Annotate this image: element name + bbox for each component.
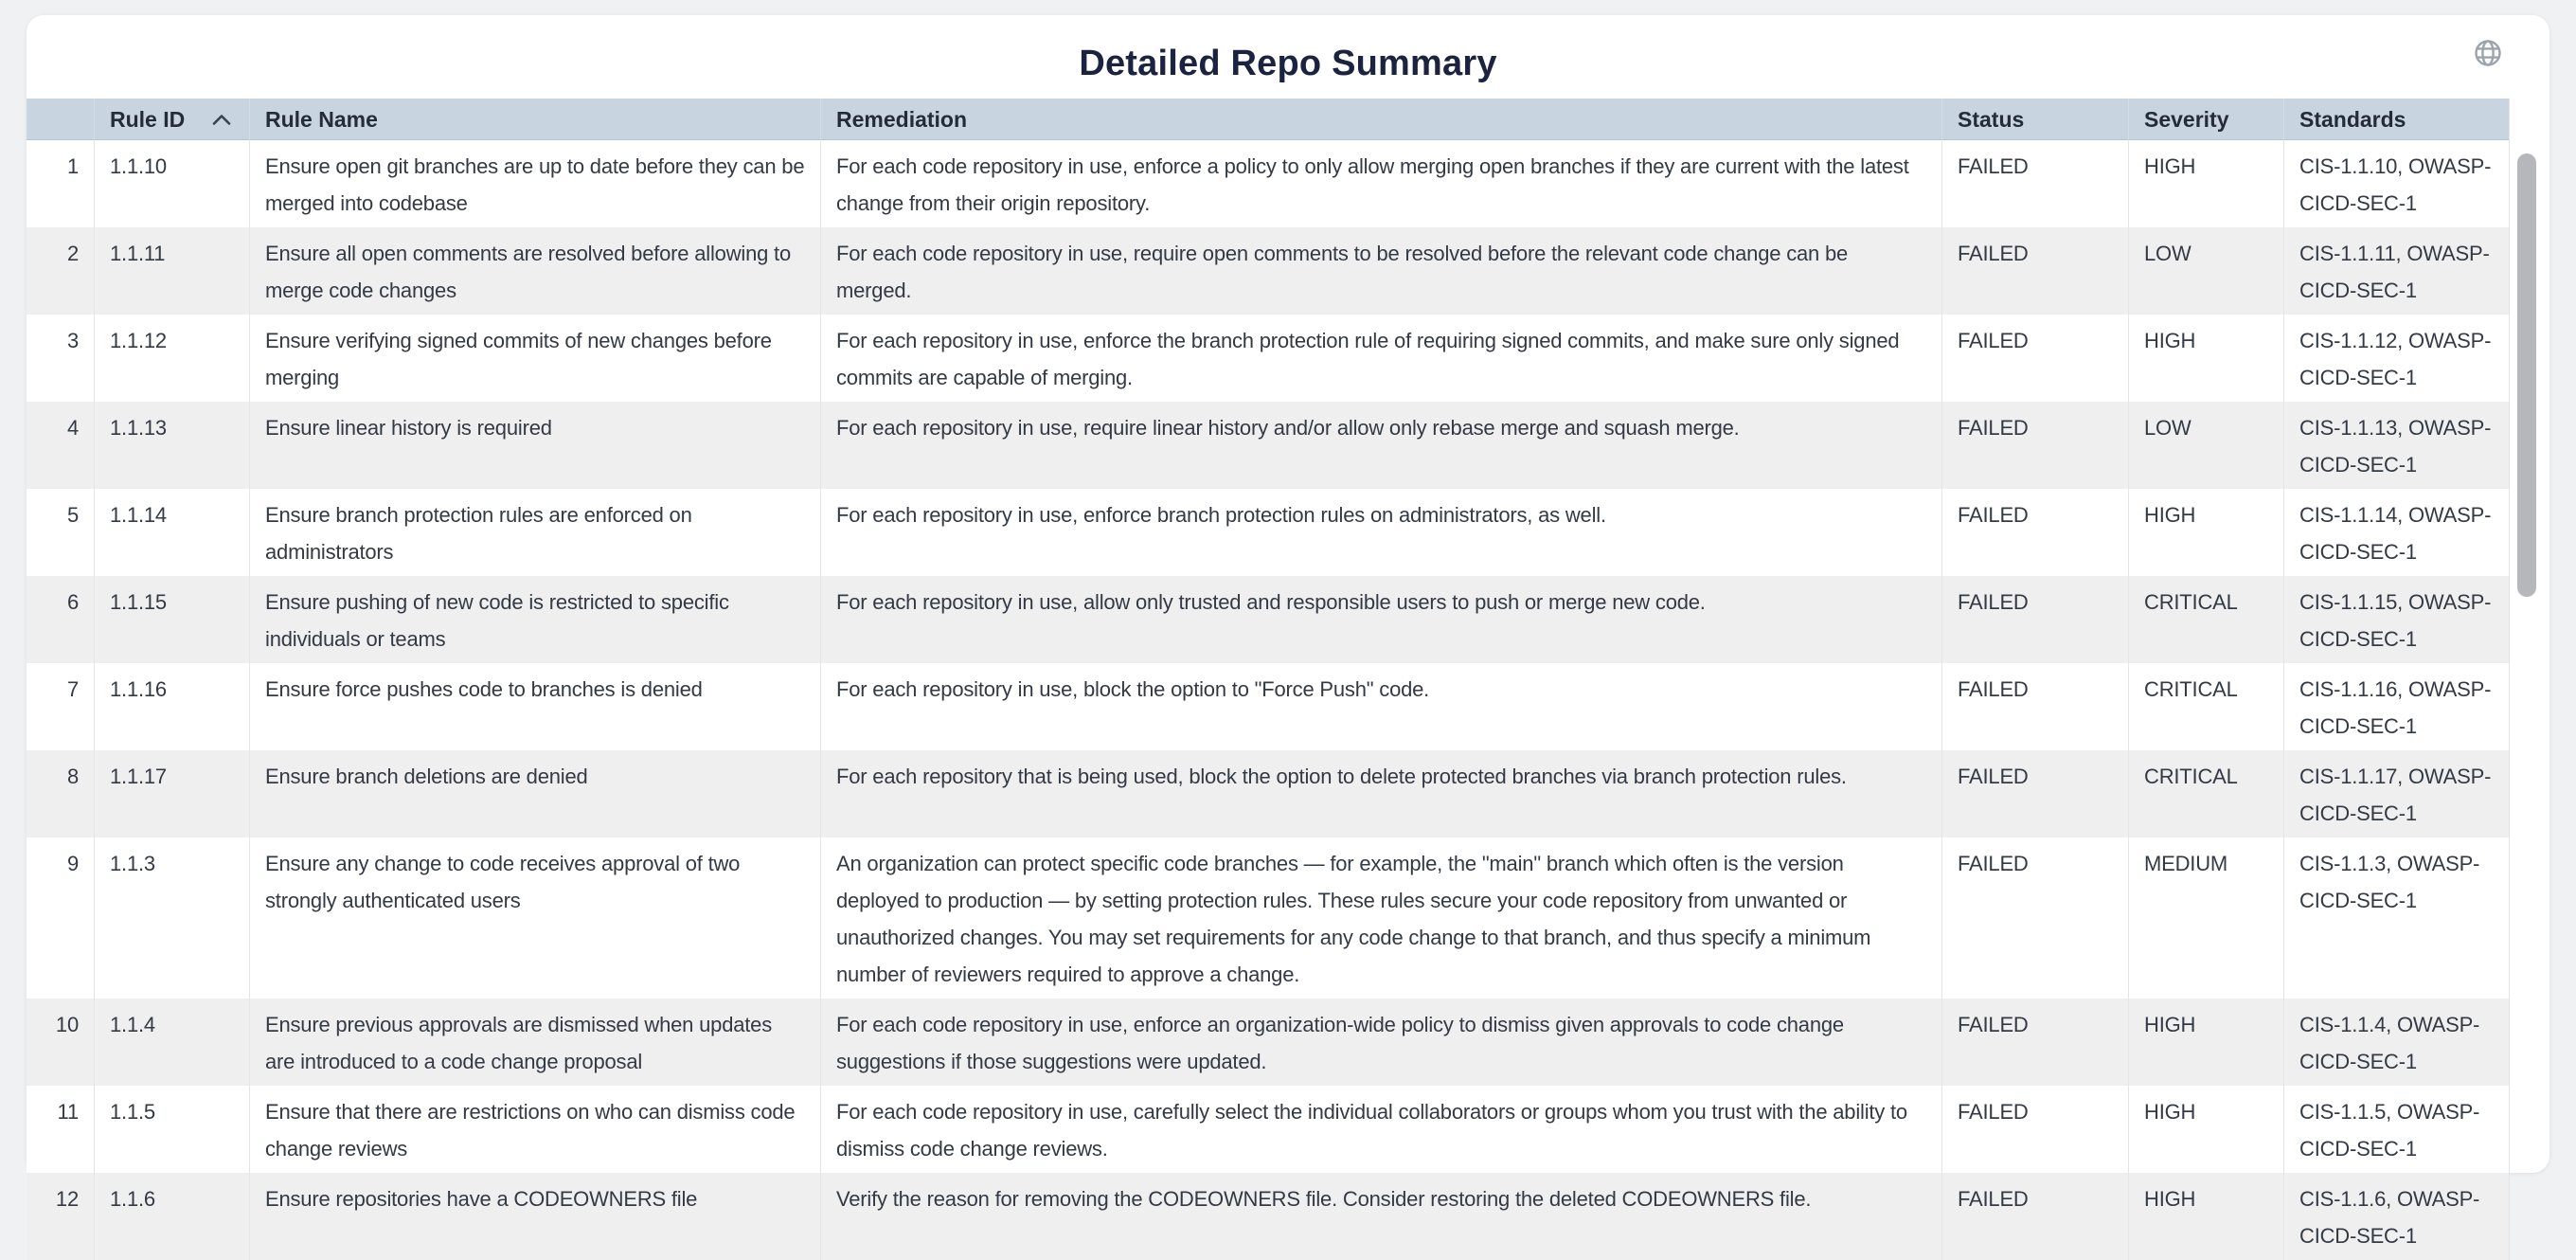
table-row: [27, 489, 2509, 576]
column-header-remediation[interactable]: Remediation: [820, 99, 1941, 140]
severity-cell: CRITICAL: [2128, 663, 2283, 750]
column-header-rule-name[interactable]: Rule Name: [249, 99, 820, 140]
remediation-cell: For each code repository in use, enforce a policy to only allow merging open branches if they are current with the latest change from their origin repository.: [820, 140, 1941, 227]
column-header-standards[interactable]: Standards: [2283, 99, 2509, 140]
remediation-cell: For each repository in use, enforce the branch protection rule of requiring signed commits, and make sure only signed commits are capable of merging.: [820, 315, 1941, 402]
standards-cell: CIS-1.1.17, OWASP-CICD-SEC-1: [2283, 750, 2509, 837]
standards-cell: CIS-1.1.6, OWASP-CICD-SEC-1: [2283, 1173, 2509, 1260]
standards-cell: CIS-1.1.5, OWASP-CICD-SEC-1: [2283, 1086, 2509, 1173]
remediation-cell: For each code repository in use, enforce an organization-wide policy to dismiss given approvals to code change suggestions if those suggestions were updated.: [820, 999, 1941, 1086]
detailed-repo-summary-table: [27, 99, 2510, 1260]
severity-cell: MEDIUM: [2128, 837, 2283, 999]
table-row: [27, 315, 2509, 402]
row-number-cell: 6: [66, 590, 79, 614]
rule-name-cell: Ensure pushing of new code is restricted to specific individuals or teams: [249, 576, 820, 663]
remediation-cell: For each repository in use, block the option to "Force Push" code.: [820, 663, 1941, 750]
row-number-cell: 11: [57, 1100, 79, 1124]
rule-name-cell: Ensure verifying signed commits of new changes before merging: [249, 315, 820, 402]
severity-cell: HIGH: [2128, 489, 2283, 576]
rule-name-cell: Ensure open git branches are up to date before they can be merged into codebase: [249, 140, 820, 227]
rule-name-cell: Ensure previous approvals are dismissed when updates are introduced to a code change proposal: [249, 999, 820, 1086]
rule-name-cell: Ensure force pushes code to branches is denied: [249, 663, 820, 750]
rule-name-cell: Ensure any change to code receives approval of two strongly authenticated users: [249, 837, 820, 999]
row-number-cell: 7: [66, 677, 79, 701]
rule-id-cell: 1.1.4: [94, 999, 249, 1086]
severity-cell: LOW: [2128, 402, 2283, 489]
remediation-cell: For each repository in use, require linear history and/or allow only rebase merge and squash merge.: [820, 402, 1941, 489]
status-cell: FAILED: [1941, 140, 2128, 227]
row-number-cell: 3: [66, 329, 79, 352]
table-row: [27, 140, 2509, 227]
rule-name-cell: Ensure repositories have a CODEOWNERS file: [249, 1173, 820, 1260]
status-cell: FAILED: [1941, 663, 2128, 750]
vertical-scrollbar-thumb[interactable]: [2517, 153, 2536, 597]
remediation-cell: For each code repository in use, carefully select the individual collaborators or groups whom you trust with the ability to dismiss code change reviews.: [820, 1086, 1941, 1173]
remediation-cell: For each repository that is being used, block the option to delete protected branches via branch protection rules.: [820, 750, 1941, 837]
severity-cell: LOW: [2128, 227, 2283, 315]
status-cell: FAILED: [1941, 1173, 2128, 1260]
rule-name-cell: Ensure all open comments are resolved before allowing to merge code changes: [249, 227, 820, 315]
rule-id-cell: 1.1.17: [94, 750, 249, 837]
remediation-cell: For each repository in use, allow only trusted and responsible users to push or merge new code.: [820, 576, 1941, 663]
severity-cell: HIGH: [2128, 1086, 2283, 1173]
severity-cell: CRITICAL: [2128, 750, 2283, 837]
standards-cell: CIS-1.1.11, OWASP-CICD-SEC-1: [2283, 227, 2509, 315]
remediation-cell: Verify the reason for removing the CODEOWNERS file. Consider restoring the deleted CODEOWNERS file.: [820, 1173, 1941, 1260]
standards-cell: CIS-1.1.4, OWASP-CICD-SEC-1: [2283, 999, 2509, 1086]
remediation-cell: For each code repository in use, require open comments to be resolved before the relevant code change can be merged.: [820, 227, 1941, 315]
row-number-cell: 9: [66, 852, 79, 875]
chevron-up-icon: [211, 113, 232, 127]
rule-id-cell: 1.1.12: [94, 315, 249, 402]
rule-id-cell: 1.1.15: [94, 576, 249, 663]
status-cell: FAILED: [1941, 489, 2128, 576]
standards-cell: CIS-1.1.14, OWASP-CICD-SEC-1: [2283, 489, 2509, 576]
rule-id-cell: 1.1.5: [94, 1086, 249, 1173]
standards-cell: CIS-1.1.13, OWASP-CICD-SEC-1: [2283, 402, 2509, 489]
severity-cell: CRITICAL: [2128, 576, 2283, 663]
remediation-cell: For each repository in use, enforce branch protection rules on administrators, as well.: [820, 489, 1941, 576]
severity-cell: HIGH: [2128, 1173, 2283, 1260]
report-panel: [27, 15, 2549, 1248]
rule-id-cell: 1.1.16: [94, 663, 249, 750]
rule-id-cell: 1.1.14: [94, 489, 249, 576]
globe-icon: [2473, 38, 2503, 68]
standards-cell: CIS-1.1.10, OWASP-CICD-SEC-1: [2283, 140, 2509, 227]
status-cell: FAILED: [1941, 315, 2128, 402]
row-number-cell: 8: [66, 765, 79, 788]
rule-name-cell: Ensure that there are restrictions on who can dismiss code change reviews: [249, 1086, 820, 1173]
table-row: [27, 402, 2509, 489]
rule-id-cell: 1.1.6: [94, 1173, 249, 1260]
table-row: [27, 227, 2509, 315]
table-row: [27, 999, 2509, 1086]
vertical-scrollbar-track[interactable]: [2510, 142, 2544, 1173]
globe-button[interactable]: [2472, 38, 2504, 70]
table-row: [27, 663, 2509, 750]
row-number-cell: 12: [55, 1187, 79, 1211]
row-number-cell: 4: [66, 416, 79, 440]
table-row: [27, 1086, 2509, 1173]
status-cell: FAILED: [1941, 1086, 2128, 1173]
row-number-cell: 2: [66, 242, 79, 265]
rule-name-cell: Ensure branch deletions are denied: [249, 750, 820, 837]
status-cell: FAILED: [1941, 999, 2128, 1086]
table-row: [27, 576, 2509, 663]
column-header-rule-id-label: Rule ID: [110, 106, 186, 132]
row-number-cell: 1: [66, 154, 79, 178]
severity-cell: HIGH: [2128, 999, 2283, 1086]
rule-id-cell: 1.1.11: [94, 227, 249, 315]
rule-name-cell: Ensure branch protection rules are enforced on administrators: [249, 489, 820, 576]
rule-name-cell: Ensure linear history is required: [249, 402, 820, 489]
severity-cell: HIGH: [2128, 140, 2283, 227]
table-row: [27, 837, 2509, 999]
table-body: [27, 140, 2509, 1260]
rule-id-cell: 1.1.13: [94, 402, 249, 489]
standards-cell: CIS-1.1.15, OWASP-CICD-SEC-1: [2283, 576, 2509, 663]
remediation-cell: An organization can protect specific code branches — for example, the "main" branch which often is the version deployed to production — by setting protection rules. These rules secure your code repository from unwanted or unauthorized changes. You may set requirements for any code change to that branch, and thus specify a minimum number of reviewers required to approve a change.: [820, 837, 1941, 999]
standards-cell: CIS-1.1.12, OWASP-CICD-SEC-1: [2283, 315, 2509, 402]
rule-id-cell: 1.1.3: [94, 837, 249, 999]
page-title: Detailed Repo Summary: [1079, 44, 1497, 83]
standards-cell: CIS-1.1.16, OWASP-CICD-SEC-1: [2283, 663, 2509, 750]
status-cell: FAILED: [1941, 576, 2128, 663]
status-cell: FAILED: [1941, 750, 2128, 837]
row-number-cell: 10: [55, 1013, 79, 1036]
status-cell: FAILED: [1941, 227, 2128, 315]
table-header-row: [27, 99, 2509, 140]
column-header-status[interactable]: Status: [1941, 99, 2128, 140]
standards-cell: CIS-1.1.3, OWASP-CICD-SEC-1: [2283, 837, 2509, 999]
column-header-rule-id[interactable]: [94, 99, 249, 140]
column-header-rownum: [27, 99, 94, 140]
row-number-cell: 5: [66, 503, 79, 527]
severity-cell: HIGH: [2128, 315, 2283, 402]
rule-id-cell: 1.1.10: [94, 140, 249, 227]
status-cell: FAILED: [1941, 402, 2128, 489]
column-header-severity[interactable]: Severity: [2128, 99, 2283, 140]
table-row: [27, 750, 2509, 837]
status-cell: FAILED: [1941, 837, 2128, 999]
table-row: [27, 1173, 2509, 1260]
